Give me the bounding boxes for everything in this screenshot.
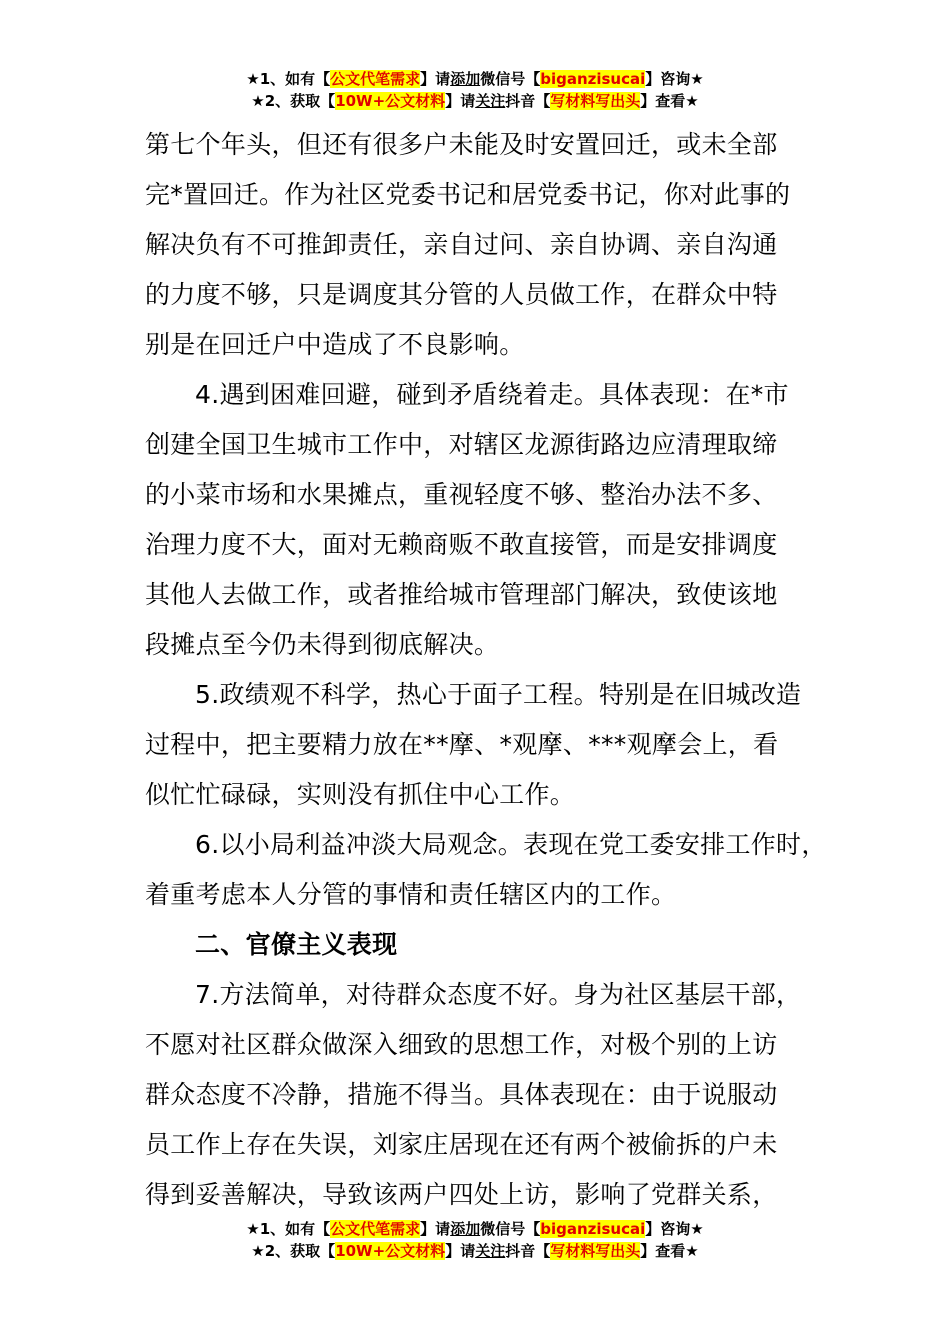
text-line: 解决负有不可推卸责任，亲自过问、亲自协调、亲自沟通 — [145, 230, 778, 259]
banner-text: 】查看★ — [640, 1242, 699, 1260]
banner-line-1 — [0, 68, 950, 90]
banner-text: 】查看★ — [640, 92, 699, 110]
document-body — [145, 120, 827, 1220]
banner-highlight: 公文代笔需求 — [330, 70, 421, 88]
paragraph-start-line: 6.以小局利益冲淡大局观念。表现在党工委安排工作时， — [195, 830, 827, 859]
banner-line-2 — [0, 1240, 950, 1262]
banner-highlight: 公文代笔需求 — [330, 1220, 421, 1238]
text-line: 的小菜市场和水果摊点，重视轻度不够、整治办法不多、 — [145, 480, 778, 509]
text-line: 治理力度不大，面对无赖商贩不敢直接管，而是安排调度 — [145, 530, 778, 559]
text-line: 员工作上存在失误，刘家庄居现在还有两个被偷拆的户未 — [145, 1130, 778, 1159]
paragraph-start-line: 7.方法简单，对待群众态度不好。身为社区基层干部， — [195, 980, 802, 1009]
text-line: 不愿对社区群众做深入细致的思想工作，对极个别的上访 — [145, 1030, 778, 1059]
banner-text: 】咨询★ — [645, 70, 704, 88]
text-line: 着重考虑本人分管的事情和责任辖区内的工作。 — [145, 880, 677, 909]
text-line: 完*置回迁。作为社区党委书记和居党委书记，你对此事的 — [145, 180, 791, 209]
banner-text: 抖音【 — [505, 92, 551, 110]
banner-underlined: 关注 — [475, 92, 506, 110]
text-line: 过程中，把主要精力放在**摩、*观摩、***观摩会上，看 — [145, 730, 779, 759]
text-line: 得到妥善解决，导致该两户四处上访，影响了党群关系， — [145, 1180, 778, 1209]
footer-banner — [0, 1218, 950, 1262]
banner-text: ★2、获取【 — [251, 1242, 336, 1260]
banner-highlight: 10W+公文材料 — [335, 1242, 446, 1260]
banner-text: ★2、获取【 — [251, 92, 336, 110]
banner-text: 微信号【 — [480, 70, 541, 88]
banner-highlight: biganzisucai — [540, 1220, 646, 1238]
banner-text: 微信号【 — [480, 1220, 541, 1238]
text-line: 别是在回迁户中造成了不良影响。 — [145, 330, 525, 359]
banner-line-2 — [0, 90, 950, 112]
paragraph-start-line: 4.遇到困难回避，碰到矛盾绕着走。具体表现：在*市 — [195, 380, 789, 409]
banner-underlined: 添加 — [450, 70, 481, 88]
banner-text: 】请 — [445, 92, 476, 110]
text-line: 群众态度不冷静，措施不得当。具体表现在：由于说服动 — [145, 1080, 778, 1109]
text-line: 似忙忙碌碌，实则没有抓住中心工作。 — [145, 780, 576, 809]
section-heading: 二、官僚主义表现 — [195, 930, 398, 959]
text-line: 第七个年头，但还有很多户未能及时安置回迁，或未全部 — [145, 130, 778, 159]
banner-text: 】请 — [445, 1242, 476, 1260]
banner-highlight: 写材料写出头 — [550, 1242, 641, 1260]
banner-text: ★1、如有【 — [246, 1220, 331, 1238]
banner-text: 】咨询★ — [645, 1220, 704, 1238]
banner-underlined: 关注 — [475, 1242, 506, 1260]
banner-highlight: biganzisucai — [540, 70, 646, 88]
text-line: 创建全国卫生城市工作中，对辖区龙源街路边应清理取缔 — [145, 430, 778, 459]
banner-text: 】请 — [420, 1220, 451, 1238]
banner-text: 抖音【 — [505, 1242, 551, 1260]
banner-line-1 — [0, 1218, 950, 1240]
header-banner — [0, 68, 950, 112]
banner-underlined: 添加 — [450, 1220, 481, 1238]
text-line: 的力度不够，只是调度其分管的人员做工作，在群众中特 — [145, 280, 778, 309]
banner-highlight: 10W+公文材料 — [335, 92, 446, 110]
banner-text: 】请 — [420, 70, 451, 88]
text-line: 其他人去做工作，或者推给城市管理部门解决，致使该地 — [145, 580, 778, 609]
banner-text: ★1、如有【 — [246, 70, 331, 88]
text-line: 段摊点至今仍未得到彻底解决。 — [145, 630, 500, 659]
paragraph-start-line: 5.政绩观不科学，热心于面子工程。特别是在旧城改造 — [195, 680, 802, 709]
banner-highlight: 写材料写出头 — [550, 92, 641, 110]
